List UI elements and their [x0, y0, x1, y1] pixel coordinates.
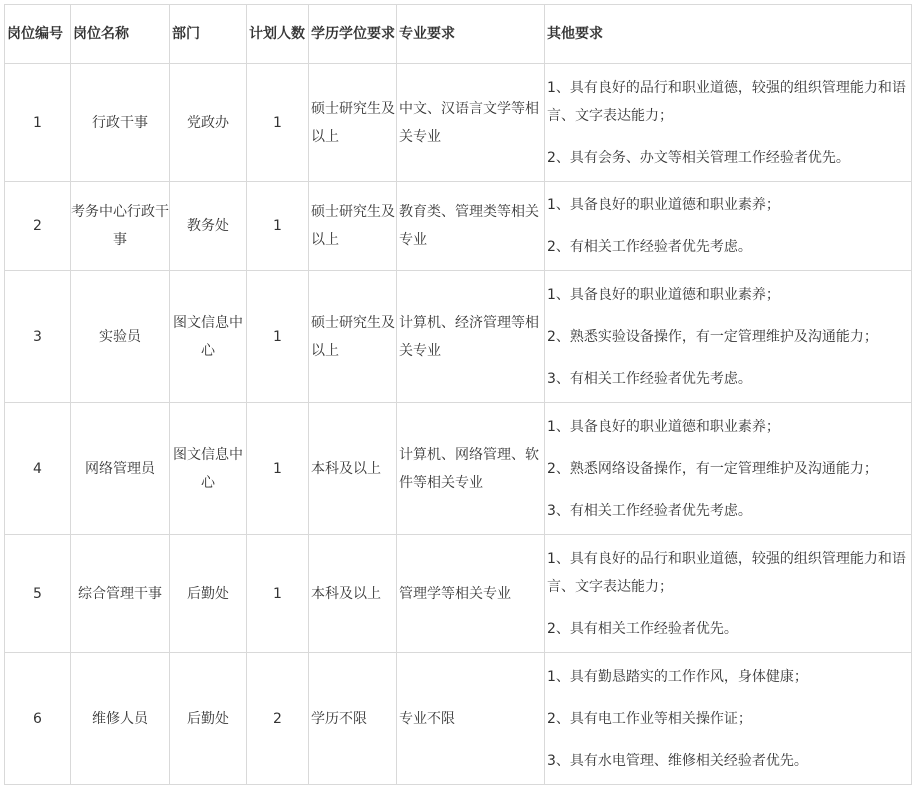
requirement-item: 3、有相关工作经验者优先考虑。 — [547, 502, 752, 519]
cell-education: 硕士研究生及以上 — [309, 182, 397, 271]
cell-education: 硕士研究生及以上 — [309, 271, 397, 403]
table-row — [5, 182, 912, 271]
table-row — [5, 535, 912, 653]
requirement-item: 3、具有水电管理、维修相关经验者优先。 — [547, 752, 808, 769]
requirement-item: 1、具备良好的职业道德和职业素养； — [547, 197, 780, 213]
requirement-item: 2、具有相关工作经验者优先。 — [547, 620, 738, 637]
cell-position-id: 4 — [5, 403, 71, 535]
requirement-item: 1、具有勤恳踏实的工作作风，身体健康； — [547, 668, 808, 685]
cell-other-requirements — [545, 535, 912, 653]
table-row — [5, 403, 912, 535]
cell-department: 教务处 — [170, 182, 247, 271]
header-department: 部门 — [170, 5, 247, 64]
cell-major: 中文、汉语言文学等相关专业 — [397, 64, 545, 182]
requirement-item: 1、具备良好的职业道德和职业素养； — [547, 418, 780, 435]
requirement-item: 2、熟悉网络设备操作，有一定管理维护及沟通能力； — [547, 460, 878, 477]
cell-position-name: 考务中心行政干事 — [71, 182, 170, 271]
cell-position-id: 6 — [5, 653, 71, 785]
header-position-id: 岗位编号 — [5, 5, 71, 64]
cell-major: 教育类、管理类等相关专业 — [397, 182, 545, 271]
cell-position-id: 5 — [5, 535, 71, 653]
cell-department: 后勤处 — [170, 653, 247, 785]
cell-department: 图文信息中心 — [170, 271, 247, 403]
table-row — [5, 64, 912, 182]
requirement-item: 1、具备良好的职业道德和职业素养； — [547, 286, 780, 303]
table-row — [5, 653, 912, 785]
requirement-item: 2、具有电工作业等相关操作证； — [547, 710, 752, 727]
cell-position-id: 3 — [5, 271, 71, 403]
cell-department: 后勤处 — [170, 535, 247, 653]
cell-position-name: 维修人员 — [71, 653, 170, 785]
cell-position-name: 网络管理员 — [71, 403, 170, 535]
cell-position-id: 2 — [5, 182, 71, 271]
cell-other-requirements — [545, 64, 912, 182]
requirement-item: 2、有相关工作经验者优先考虑。 — [547, 239, 752, 255]
requirement-item: 1、具有良好的品行和职业道德，较强的组织管理能力和语言、文字表达能力； — [547, 550, 906, 595]
cell-education: 学历不限 — [309, 653, 397, 785]
cell-position-name: 实验员 — [71, 271, 170, 403]
requirement-item: 3、有相关工作经验者优先考虑。 — [547, 370, 752, 387]
cell-major: 专业不限 — [397, 653, 545, 785]
cell-other-requirements — [545, 653, 912, 785]
recruitment-table — [4, 4, 912, 785]
header-major: 专业要求 — [397, 5, 545, 64]
cell-planned-count: 1 — [247, 535, 309, 653]
requirement-item: 1、具有良好的品行和职业道德，较强的组织管理能力和语言、文字表达能力； — [547, 79, 906, 124]
cell-education: 本科及以上 — [309, 535, 397, 653]
cell-planned-count: 1 — [247, 64, 309, 182]
requirement-item: 2、熟悉实验设备操作，有一定管理维护及沟通能力； — [547, 328, 878, 345]
table-row — [5, 271, 912, 403]
cell-department: 党政办 — [170, 64, 247, 182]
cell-position-name: 综合管理干事 — [71, 535, 170, 653]
header-position-name: 岗位名称 — [71, 5, 170, 64]
cell-major: 计算机、网络管理、软件等相关专业 — [397, 403, 545, 535]
header-planned-count: 计划人数 — [247, 5, 309, 64]
cell-planned-count: 2 — [247, 653, 309, 785]
cell-other-requirements — [545, 403, 912, 535]
cell-planned-count: 1 — [247, 403, 309, 535]
cell-planned-count: 1 — [247, 182, 309, 271]
cell-other-requirements — [545, 182, 912, 271]
header-other-requirements: 其他要求 — [545, 5, 912, 64]
cell-position-id: 1 — [5, 64, 71, 182]
cell-education: 硕士研究生及以上 — [309, 64, 397, 182]
cell-other-requirements — [545, 271, 912, 403]
cell-major: 计算机、经济管理等相关专业 — [397, 271, 545, 403]
requirement-item: 2、具有会务、办文等相关管理工作经验者优先。 — [547, 149, 850, 166]
cell-position-name: 行政干事 — [71, 64, 170, 182]
table-header-row — [5, 5, 912, 64]
cell-major: 管理学等相关专业 — [397, 535, 545, 653]
header-education: 学历学位要求 — [309, 5, 397, 64]
cell-planned-count: 1 — [247, 271, 309, 403]
cell-department: 图文信息中心 — [170, 403, 247, 535]
cell-education: 本科及以上 — [309, 403, 397, 535]
